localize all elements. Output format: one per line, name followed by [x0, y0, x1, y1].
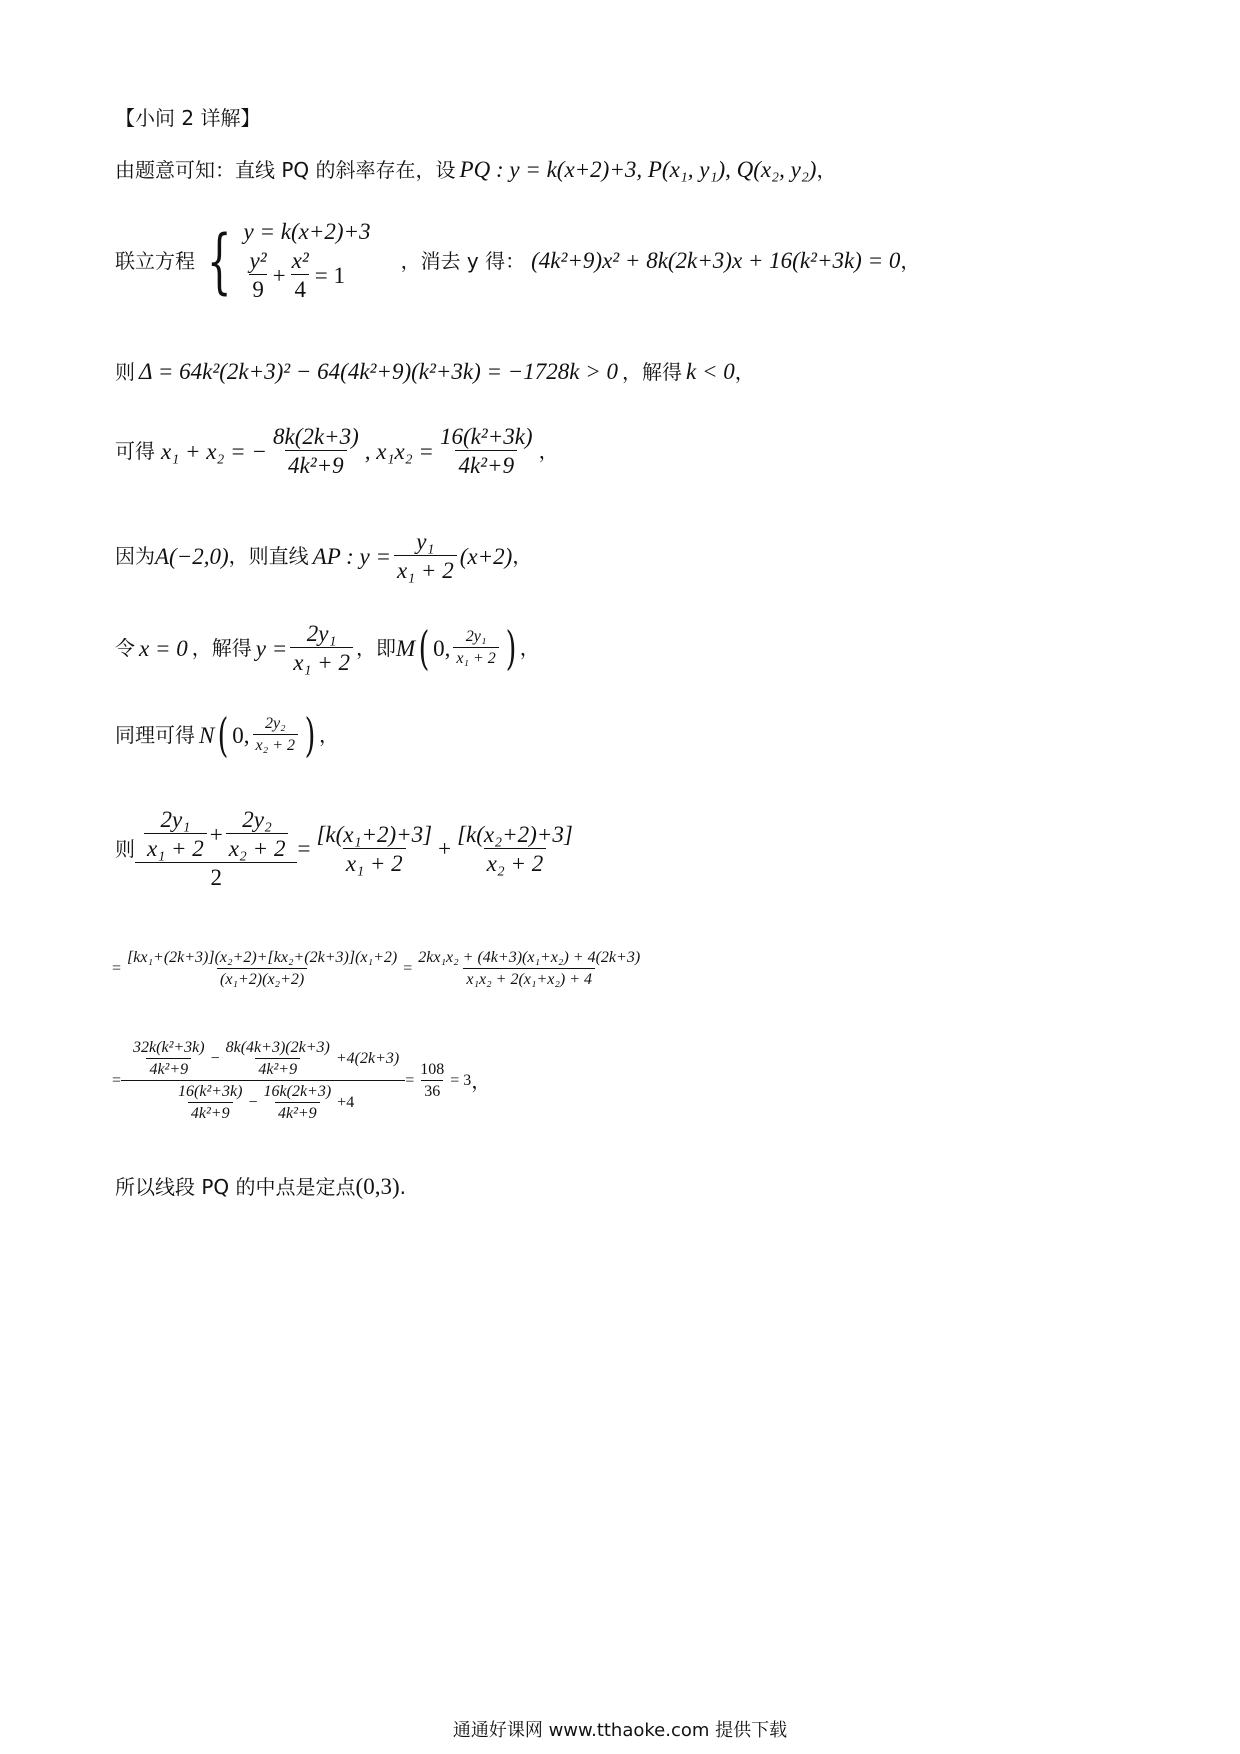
step3-big-fraction [124, 1040, 402, 1122]
step3-d-tail: +4 [337, 1094, 355, 1111]
step1-c-den: x₁ + 2 [343, 848, 406, 875]
close-paren: ) [304, 708, 316, 762]
line-ap [115, 530, 532, 582]
intro-text: 由题意可知：直线 PQ 的斜率存在，设 [115, 157, 456, 182]
vieta-f1-den: 4k²+9 [285, 450, 347, 477]
line-ap-f-num: y₁ [416, 529, 435, 554]
line-ap-f-den: x₁ + 2 [394, 555, 457, 582]
system-tail: ， [900, 248, 921, 273]
point-m-coord-den: x₁ + 2 [453, 647, 498, 667]
delta-line [115, 360, 755, 383]
step3-n-minus: − [210, 1050, 220, 1067]
vieta-fraction-2 [437, 425, 536, 477]
step2-a-den: (x₁+2)(x₂+2) [217, 968, 307, 988]
step2-b-fraction [415, 950, 643, 988]
point-m-f-num: 2y₁ [306, 621, 337, 646]
step1-prefix: 则 [115, 836, 135, 861]
system-eq1: y = k(x+2)+3 [243, 219, 371, 244]
conclusion-point: (0,3) [355, 1174, 400, 1199]
step1-outer-num [138, 808, 294, 862]
vieta-f2-num: 16(k²+3k) [439, 424, 533, 449]
intro-equation: PQ : y = k(x+2)+3, P(x₁, y₁), Q(x₂, y₂) [459, 157, 817, 182]
delta-equation: Δ = 64k²(2k+3)² − 64(4k²+9)(k²+3k) = −1728k > 0 [139, 359, 619, 384]
eq2-rhs: = 1 [314, 262, 345, 288]
eq2-b-den: 4 [291, 274, 309, 301]
point-m-mid: ，解得 [191, 636, 252, 660]
step3-n-tail: +4(2k+3) [335, 1050, 400, 1067]
step1-outer-fraction [138, 808, 294, 889]
point-n-fraction [253, 716, 298, 754]
point-n-tail: ， [318, 723, 339, 747]
step1-line [115, 808, 579, 889]
point-m-mid2: ，即 [355, 636, 396, 660]
eq2-b-num: x² [291, 248, 309, 273]
step1-plus: + [209, 821, 223, 847]
step2-b-den: x₁x₂ + 2(x₁+x₂) + 4 [463, 968, 595, 988]
line-ap-prefix: 因为 [115, 544, 155, 568]
delta-result: k < 0 [686, 359, 735, 384]
step1-plus2: + [438, 836, 452, 861]
eq2-a-den: 9 [249, 274, 267, 301]
step2-line [112, 950, 646, 988]
open-paren: ( [217, 708, 229, 762]
point-n-prefix: 同理可得 [115, 723, 195, 747]
step3-d2-num: 16k(2k+3) [263, 1083, 332, 1100]
step1-d-fraction [454, 823, 576, 875]
equation-system [244, 220, 371, 301]
vieta-line [115, 425, 559, 477]
system-eq2 [244, 249, 371, 301]
point-m-prefix: 令 [115, 636, 135, 660]
point-n-f-num: 2y₂ [264, 715, 286, 732]
system-result: (4k²+9)x² + 8k(2k+3)x + 16(k²+3k) = 0 [531, 248, 901, 273]
point-n-label: N [199, 722, 215, 748]
vieta-prefix: 可得 [115, 439, 155, 463]
line-ap-tail: ， [512, 544, 533, 568]
close-paren: ) [505, 621, 517, 675]
page-footer: 通通好课网 www.tthaoke.com 提供下载 [452, 1720, 788, 1741]
point-m-tail: ， [519, 636, 540, 660]
conclusion-tail: . [399, 1174, 406, 1199]
point-m-line [115, 622, 540, 674]
line-ap-fraction [394, 530, 457, 582]
step1-d-num: [k(x₂+2)+3] [457, 821, 573, 847]
delta-tail: ， [734, 359, 755, 384]
conclusion-line [115, 1175, 406, 1198]
vieta-f1-num: 8k(2k+3) [272, 424, 359, 449]
step3-d1-den: 4k²+9 [188, 1102, 233, 1122]
vieta-f2-den: 4k²+9 [455, 450, 517, 477]
point-n-zero: 0, [232, 722, 250, 748]
delta-prefix: 则 [115, 359, 135, 384]
step1-a-den: x₁ + 2 [144, 833, 207, 860]
step3-numerator [124, 1040, 402, 1080]
step3-res-den: 36 [421, 1080, 443, 1100]
open-paren: ( [418, 621, 430, 675]
eq2-plus: + [272, 262, 286, 288]
step1-d-den: x₂ + 2 [484, 848, 547, 875]
step3-n1-den: 4k²+9 [146, 1058, 191, 1078]
step3-d1-num: 16(k²+3k) [178, 1083, 243, 1100]
line-ap-mid: ，则直线 [228, 544, 309, 568]
delta-mid: ，解得 [622, 359, 683, 384]
step1-a-num: 2y₁ [160, 807, 191, 832]
step1-b-den: x₂ + 2 [226, 833, 289, 860]
step3-line [112, 1040, 491, 1122]
step1-outer-den: 2 [135, 862, 297, 889]
eq2-a-num: y² [249, 248, 267, 273]
step3-denominator [121, 1080, 405, 1122]
point-n-line [115, 708, 339, 762]
point-m-f-den: x₁ + 2 [290, 647, 353, 674]
step1-c-fraction [313, 823, 435, 875]
section-heading: 【小问 2 详解】 [115, 106, 261, 130]
point-m-fraction [290, 622, 353, 674]
step1-eq: = [297, 836, 311, 861]
step2-eq2: = [403, 960, 413, 977]
vieta-tail: ， [538, 439, 559, 463]
left-brace: { [207, 219, 232, 302]
point-a: A(−2,0) [155, 543, 229, 569]
vieta-lhs2: , x₁x₂ = [364, 438, 434, 464]
step3-d2-den: 4k²+9 [275, 1102, 320, 1122]
system-label: 联立方程 [115, 248, 195, 273]
step3-result-fraction [417, 1062, 447, 1100]
intro-line [115, 158, 836, 181]
point-m-lhs: y = [255, 635, 288, 661]
step1-b-num: 2y₂ [242, 807, 272, 832]
line-ap-lhs: AP : y = [312, 543, 391, 569]
vieta-fraction-1 [270, 425, 362, 477]
step3-tail: ， [471, 1069, 492, 1093]
step3-eq2: = [405, 1072, 415, 1089]
step1-c-num: [k(x₁+2)+3] [316, 821, 433, 847]
step3-n2-num: 8k(4k+3)(2k+3) [225, 1039, 330, 1056]
step3-res-num: 108 [420, 1061, 445, 1078]
step3-n1-num: 32k(k²+3k) [133, 1039, 205, 1056]
vieta-lhs1: x₁ + x₂ = − [161, 438, 267, 464]
step3-eq: = [112, 1072, 122, 1089]
point-m-zero: 0, [433, 635, 451, 661]
step3-result: = 3 [450, 1072, 472, 1089]
point-n-f-den: x₂ + 2 [253, 734, 298, 754]
point-m-label: M [395, 635, 416, 661]
conclusion-text: 所以线段 PQ 的中点是定点 [115, 1174, 356, 1199]
line-ap-rhs: (x+2) [459, 543, 513, 569]
step2-a-fraction [124, 950, 400, 988]
point-m-coord-num: 2y₁ [465, 628, 487, 645]
step2-a-num: [kx₁+(2k+3)](x₂+2)+[kx₂+(2k+3)](x₁+2) [127, 949, 398, 966]
system-line [115, 220, 920, 301]
system-mid: ，消去 y 得： [400, 248, 526, 273]
step3-n2-den: 4k²+9 [255, 1058, 300, 1078]
step3-d-minus: − [248, 1094, 258, 1111]
step2-eq: = [112, 960, 122, 977]
step2-b-num: 2kx₁x₂ + (4k+3)(x₁+x₂) + 4(2k+3) [418, 949, 641, 966]
point-m-cond: x = 0 [139, 635, 188, 661]
intro-tail: ， [816, 157, 837, 182]
point-m-coord-fraction [453, 629, 498, 667]
